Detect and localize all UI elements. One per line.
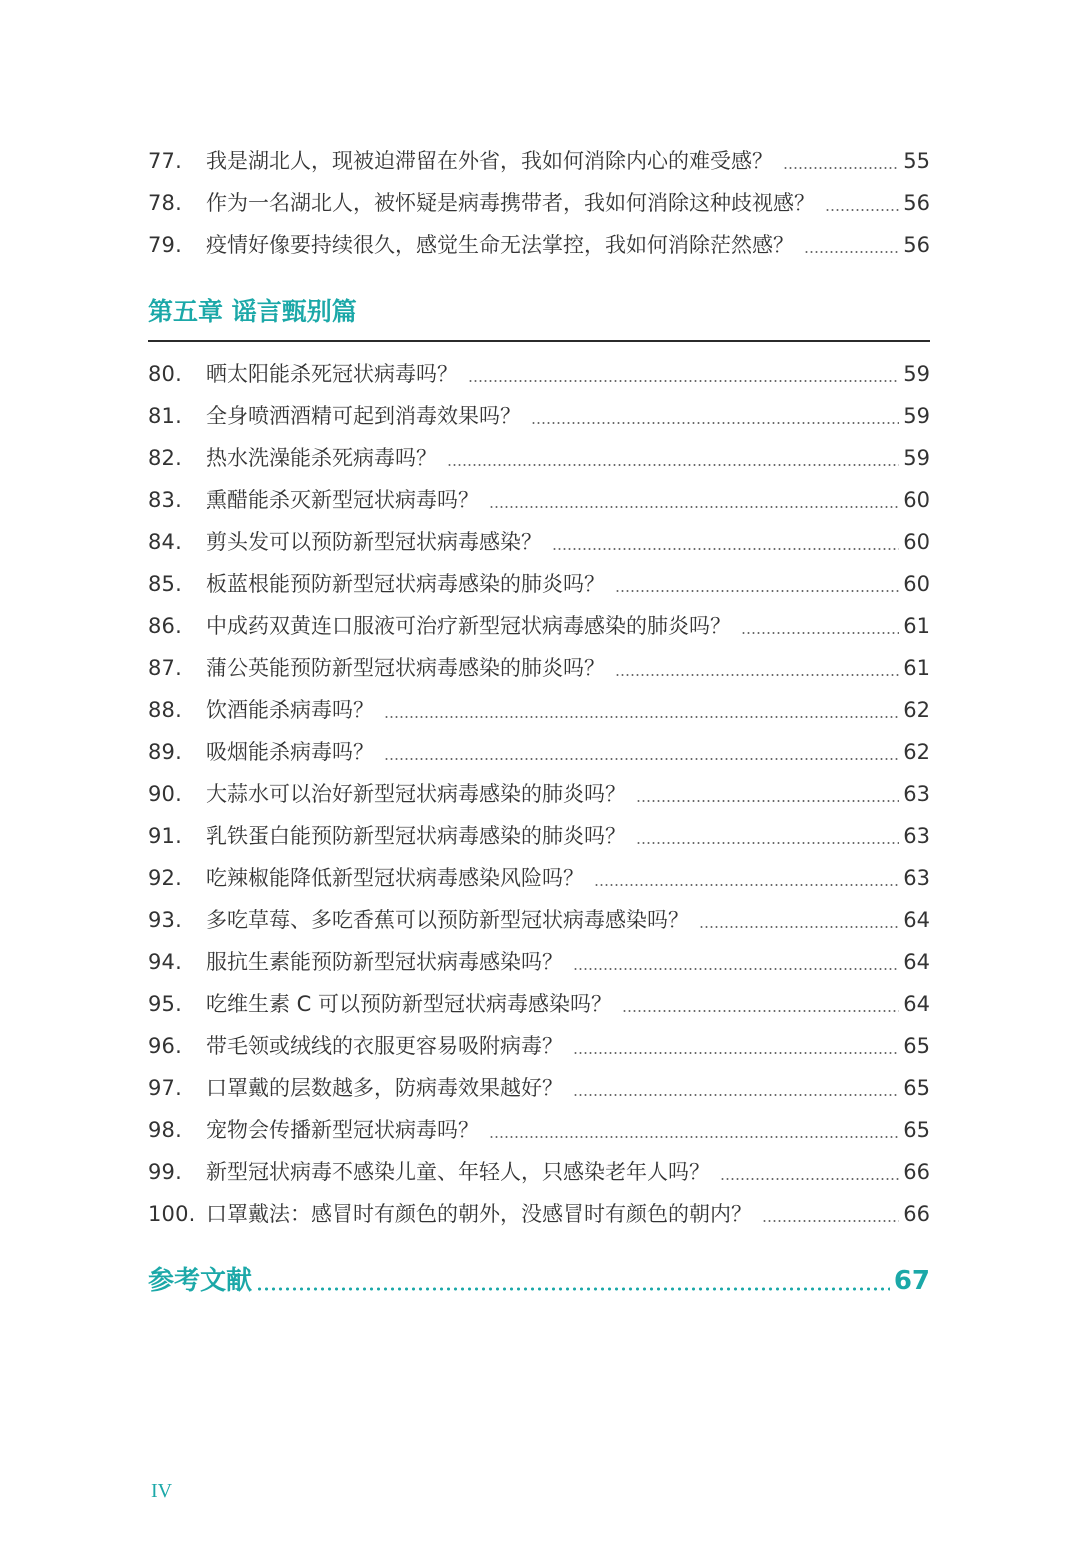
toc-entry[interactable] [148,941,930,983]
entry-title: 吃辣椒能降低新型冠状病毒感染风险吗？ [206,866,584,890]
entry-page: 59 [903,404,930,428]
entry-title: 我是湖北人，现被迫滞留在外省，我如何消除内心的难受感？ [206,149,773,173]
toc-entry[interactable] [148,395,930,437]
entry-number: 93. [148,908,182,932]
toc-entry[interactable] [148,815,930,857]
entry-page: 62 [903,740,930,764]
dot-leader [636,800,899,802]
toc-entry[interactable] [148,731,930,773]
entry-title: 新型冠状病毒不感染儿童、年轻人，只感染老年人吗？ [206,1160,710,1184]
toc-entry[interactable] [148,1067,930,1109]
entry-page: 59 [903,446,930,470]
dot-leader [615,590,899,592]
entry-number: 97. [148,1076,182,1100]
entry-title: 服抗生素能预防新型冠状病毒感染吗？ [206,950,563,974]
entry-page: 56 [903,233,930,257]
entry-title: 宠物会传播新型冠状病毒吗？ [206,1118,479,1142]
dot-leader [622,1010,899,1012]
entry-title: 剪头发可以预防新型冠状病毒感染？ [206,530,542,554]
toc-entry[interactable] [148,521,930,563]
dot-leader [531,422,899,424]
dot-leader [720,1178,899,1180]
entry-number: 79. [148,233,182,257]
entry-page: 56 [903,191,930,215]
chapter-heading[interactable]: 第五章 谣言甄别篇 [148,297,357,326]
toc-entry[interactable] [148,983,930,1025]
entry-title: 作为一名湖北人，被怀疑是病毒携带者，我如何消除这种歧视感？ [206,191,815,215]
toc-entry[interactable] [148,605,930,647]
dot-leader [552,548,899,550]
references-page: 67 [893,1266,930,1296]
entry-title: 晒太阳能杀死冠状病毒吗？ [206,362,458,386]
entry-title: 口罩戴的层数越多，防病毒效果越好？ [206,1076,563,1100]
dot-leader [384,758,899,760]
entry-title: 熏醋能杀灭新型冠状病毒吗？ [206,488,479,512]
toc-entry[interactable] [148,647,930,689]
toc-entry[interactable] [148,437,930,479]
entry-number: 80. [148,362,182,386]
entry-number: 82. [148,446,182,470]
entry-number: 87. [148,656,182,680]
dot-leader [573,968,899,970]
dot-leader [573,1052,899,1054]
entry-title: 乳铁蛋白能预防新型冠状病毒感染的肺炎吗？ [206,824,626,848]
toc-entry[interactable] [148,1193,930,1235]
entry-number: 98. [148,1118,182,1142]
entry-page: 65 [903,1118,930,1142]
toc-entry[interactable] [148,1109,930,1151]
entry-number: 90. [148,782,182,806]
entry-page: 64 [903,992,930,1016]
entry-page: 61 [903,656,930,680]
dot-leader [804,251,899,253]
dot-leader [489,1136,899,1138]
dot-leader [636,842,899,844]
dot-leader [783,167,899,169]
entry-page: 63 [903,866,930,890]
entry-title: 饮酒能杀病毒吗？ [206,698,374,722]
dot-leader [447,464,899,466]
toc-entry[interactable] [148,773,930,815]
entry-number: 83. [148,488,182,512]
dot-leader [762,1220,899,1222]
toc-entry[interactable] [148,563,930,605]
toc-entry[interactable] [148,1151,930,1193]
entry-page: 64 [903,950,930,974]
dot-leader [741,632,899,634]
entry-number: 86. [148,614,182,638]
dot-leader [825,209,899,211]
entry-page: 60 [903,530,930,554]
entry-number: 96. [148,1034,182,1058]
entry-title: 带毛领或绒线的衣服更容易吸附病毒？ [206,1034,563,1058]
entry-number: 78. [148,191,182,215]
entry-title: 吃维生素 C 可以预防新型冠状病毒感染吗？ [206,992,613,1016]
toc-entry[interactable] [148,899,930,941]
entry-title: 热水洗澡能杀死病毒吗？ [206,446,437,470]
toc-entry[interactable] [148,857,930,899]
entry-number: 81. [148,404,182,428]
entry-page: 60 [903,572,930,596]
entry-title: 吸烟能杀病毒吗？ [206,740,374,764]
entry-page: 59 [903,362,930,386]
entry-number: 95. [148,992,182,1016]
toc-entry[interactable] [148,224,930,266]
dot-leader [615,674,899,676]
toc-entry[interactable] [148,479,930,521]
entry-number: 92. [148,866,182,890]
entry-title: 多吃草莓、多吃香蕉可以预防新型冠状病毒感染吗？ [206,908,689,932]
entry-page: 63 [903,824,930,848]
entry-page: 60 [903,488,930,512]
dot-leader [573,1094,899,1096]
entry-title: 蒲公英能预防新型冠状病毒感染的肺炎吗？ [206,656,605,680]
dot-leader [594,884,899,886]
references-title: 参考文献 [148,1266,253,1296]
entry-number: 89. [148,740,182,764]
entry-number: 85. [148,572,182,596]
entry-title: 大蒜水可以治好新型冠状病毒感染的肺炎吗？ [206,782,626,806]
entry-page: 61 [903,614,930,638]
references-entry[interactable] [148,1260,930,1302]
entry-page: 55 [903,149,930,173]
entry-number: 99. [148,1160,182,1184]
toc-entry[interactable] [148,1025,930,1067]
toc-entry[interactable] [148,182,930,224]
entry-number: 84. [148,530,182,554]
toc-entry[interactable] [148,353,930,395]
entry-number: 77. [148,149,182,173]
entry-title: 板蓝根能预防新型冠状病毒感染的肺炎吗？ [206,572,605,596]
entry-number: 91. [148,824,182,848]
entry-page: 66 [903,1202,930,1226]
dot-leader [384,716,899,718]
entry-page: 62 [903,698,930,722]
entry-title: 全身喷洒酒精可起到消毒效果吗？ [206,404,521,428]
entry-title: 口罩戴法：感冒时有颜色的朝外，没感冒时有颜色的朝内？ [206,1202,752,1226]
entry-page: 66 [903,1160,930,1184]
entry-page: 65 [903,1034,930,1058]
entry-number: 88. [148,698,182,722]
entry-title: 疫情好像要持续很久，感觉生命无法掌控，我如何消除茫然感？ [206,233,794,257]
toc-entry[interactable] [148,689,930,731]
dot-leader [256,1287,890,1291]
toc-entry[interactable] [148,140,930,182]
entry-page: 63 [903,782,930,806]
entry-page: 65 [903,1076,930,1100]
page-number-label: IV [151,1480,173,1502]
chapter-divider [148,340,930,342]
entry-number: 100. [148,1202,196,1226]
dot-leader [468,380,899,382]
entry-page: 64 [903,908,930,932]
dot-leader [699,926,899,928]
dot-leader [489,506,899,508]
entry-number: 94. [148,950,182,974]
entry-title: 中成药双黄连口服液可治疗新型冠状病毒感染的肺炎吗？ [206,614,731,638]
